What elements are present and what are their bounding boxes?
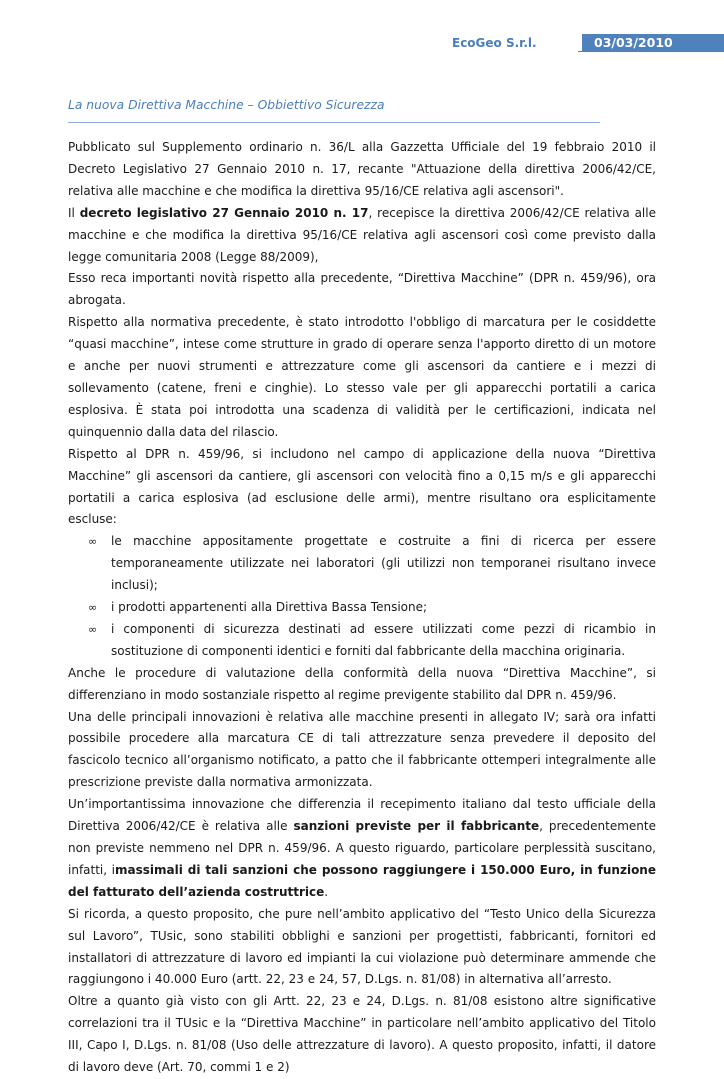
paragraph-8-bold-limits: massimali di tali sanzioni che possono raggiungere i 150.000 Euro, in funzione del fatturato dell’azienda costruttrice <box>68 862 656 899</box>
paragraph-6: Anche le procedure di valutazione della conformità della nuova “Direttiva Macchine”, si differenziano in modo sostanziale rispetto al regime previgente stabilito dal DPR n. 459/96. <box>68 665 656 702</box>
infinity-bullet-icon: ∞ <box>88 622 98 636</box>
infinity-bullet-icon: ∞ <box>88 601 98 615</box>
title-rule <box>68 122 600 123</box>
paragraph-2-text: Il <box>68 205 80 220</box>
paragraph-1: Pubblicato sul Supplemento ordinario n. 36/L alla Gazzetta Ufficiale del 19 febbraio 2010 il Decreto Legislativo 27 Gennaio 2010 n. 17, recante "Attuazione della direttiva 2006/42/CE, relativa alle macchine e che modifica la direttiva 95/16/CE relativa agli ascensori". <box>68 140 656 198</box>
paragraph-10: Oltre a quanto già visto con gli Artt. 22, 23 e 24, D.Lgs. n. 81/08 esistono altre significative correlazioni tra il TUsic e la “Direttiva Macchine” in particolare nell’ambito applicativo del Titolo III, Capo I, D.Lgs. n. 81/08 (Uso delle attrezzature di lavoro). A questo proposito, infatti, il datore di lavoro deve (Art. 70, commi 1 e 2) <box>68 994 656 1075</box>
infinity-bullet-icon: ∞ <box>88 535 98 549</box>
list-item-text: i componenti di sicurezza destinati ad essere utilizzati come pezzi di ricambio in sostituzione di componenti identici e forniti dal fabbricante della macchina originaria. <box>111 621 656 658</box>
paragraph-9: Si ricorda, a questo proposito, che pure nell’ambito applicativo del “Testo Unico della Sicurezza sul Lavoro”, TUsic, sono stabiliti obblighi e sanzioni per progettisti, fabbricanti, fornitori ed installatori di attrezzature di lavoro ed impianti la cui violazione può determinare ammende che raggiungono i 40.000 Euro (artt. 22, 23 e 24, 57, D.Lgs. n. 81/08) in alternativa all’arresto. <box>68 906 656 987</box>
paragraph-8-text-mid: , precedentemente non previste nemmeno nel DPR n. 459/96. A questo riguardo, particolare perplessità suscitano, infatti, i <box>68 819 656 877</box>
paragraph-5: Rispetto al DPR n. 459/96, si includono nel campo di applicazione della nuova “Direttiva Macchine” gli ascensori da cantiere, gli ascensori con velocità fino a 0,15 m/s e gli apparecchi portatili a carica esplosiva (ad esclusione delle armi), mentre risultano ora esplicitamente escluse: <box>68 446 656 527</box>
list-item <box>68 597 656 619</box>
paragraph-4: Rispetto alla normativa precedente, è stato introdotto l'obbligo di marcatura per le cosiddette “quasi macchine”, intese come strutture in grado di operare senza l'apporto diretto di un motore e anche per nuovi strumenti e attrezzature come gli ascensori da cantiere e i mezzi di sollevamento (catene, freni e cinghie). Lo stesso vale per gli apparecchi portatili a carica esplosiva. È stata poi introdotta una scadenza di validità per le certificazioni, indicata nel quinquennio dalla data del rilascio. <box>68 315 656 439</box>
header-company: EcoGeo S.r.l. <box>452 36 537 50</box>
paragraph-8 <box>68 794 656 904</box>
paragraph-2 <box>68 203 656 269</box>
document-body <box>68 137 656 1079</box>
paragraph-8-bold-sanctions: sanzioni previste per il fabbricante <box>293 819 540 834</box>
list-item-text: le macchine appositamente progettate e costruite a fini di ricerca per essere temporaneamente utilizzate nei laboratori (gli utilizzi non temporanei risultano invece inclusi); <box>111 534 656 593</box>
list-item <box>68 531 656 597</box>
header-underline <box>578 51 724 52</box>
paragraph-8-text: Un’importantissima innovazione che differenzia il recepimento italiano dal testo ufficiale della Direttiva 2006/42/CE è relativa alle <box>68 797 656 834</box>
header-date-box: 03/03/2010 <box>582 34 724 51</box>
paragraph-8-text-end: . <box>324 884 329 899</box>
document-title: La nuova Direttiva Macchine – Obbiettivo Sicurezza <box>68 98 385 112</box>
paragraph-2-text-end: , recepisce la direttiva 2006/42/CE relativa alle macchine e che modifica la direttiva 95/16/CE relativa agli ascensori così come previsto dalla legge comunitaria 2008 (Legge 88/2009), <box>68 205 656 264</box>
paragraph-3: Esso reca importanti novità rispetto alla precedente, “Direttiva Macchine” (DPR n. 459/96), ora abrogata. <box>68 271 656 308</box>
list-item <box>68 619 656 663</box>
exclusion-list <box>68 531 656 662</box>
paragraph-7: Una delle principali innovazioni è relativa alle macchine presenti in allegato IV; sarà ora infatti possibile procedere alla marcatura CE di tali attrezzature senza prevedere il deposito del fascicolo tecnico all’organismo notificato, a patto che il fabbricante ottemperi integralmente alle prescrizione previste dalla normativa armonizzata. <box>68 709 656 790</box>
paragraph-2-bold: decreto legislativo 27 Gennaio 2010 n. 17 <box>79 205 369 220</box>
list-item-text: i prodotti appartenenti alla Direttiva Bassa Tensione; <box>111 600 428 615</box>
